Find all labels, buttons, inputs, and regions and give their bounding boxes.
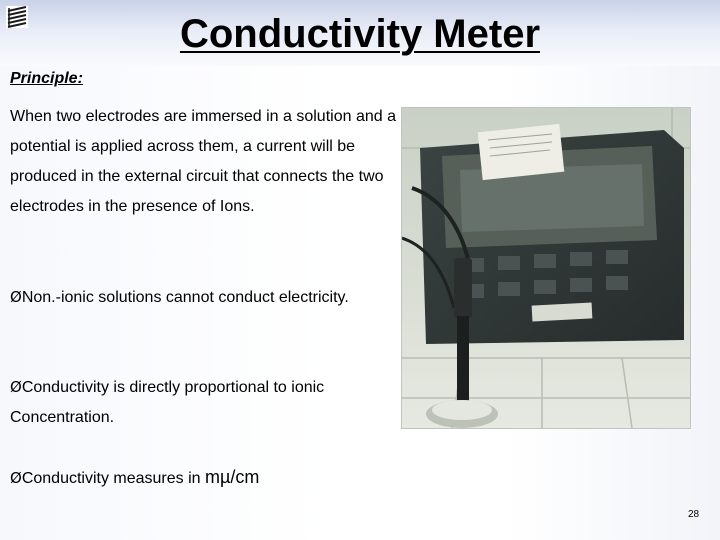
bullet-text: Non.-ionic solutions cannot conduct electricity.: [21, 289, 349, 306]
bullet-item: [10, 462, 390, 494]
slide-title: [0, 12, 720, 57]
unit-text: mµ/cm: [205, 467, 260, 487]
bullet-item: [10, 372, 390, 433]
arrow-bullet-icon: Ø: [10, 288, 22, 306]
bullet-item: [10, 282, 390, 313]
principle-paragraph: When two electrodes are immersed in a solution and a potential is applied across them, a current will be produced in the external circuit that connects the two electrodes in the presence of Ions.: [10, 108, 396, 215]
bullet-text: Conductivity measures in: [21, 470, 205, 487]
slide-title-text: Conductivity Meter: [179, 12, 541, 56]
bullet-text: Conductivity is directly proportional to ionic Concentration.: [10, 379, 325, 426]
arrow-bullet-icon: Ø: [10, 469, 22, 487]
conductivity-meter-photo: [401, 107, 691, 429]
photo-illustration: [402, 108, 690, 428]
page-number: 28: [688, 509, 700, 520]
arrow-bullet-icon: Ø: [10, 378, 22, 396]
principle-heading: Principle:: [10, 70, 83, 87]
